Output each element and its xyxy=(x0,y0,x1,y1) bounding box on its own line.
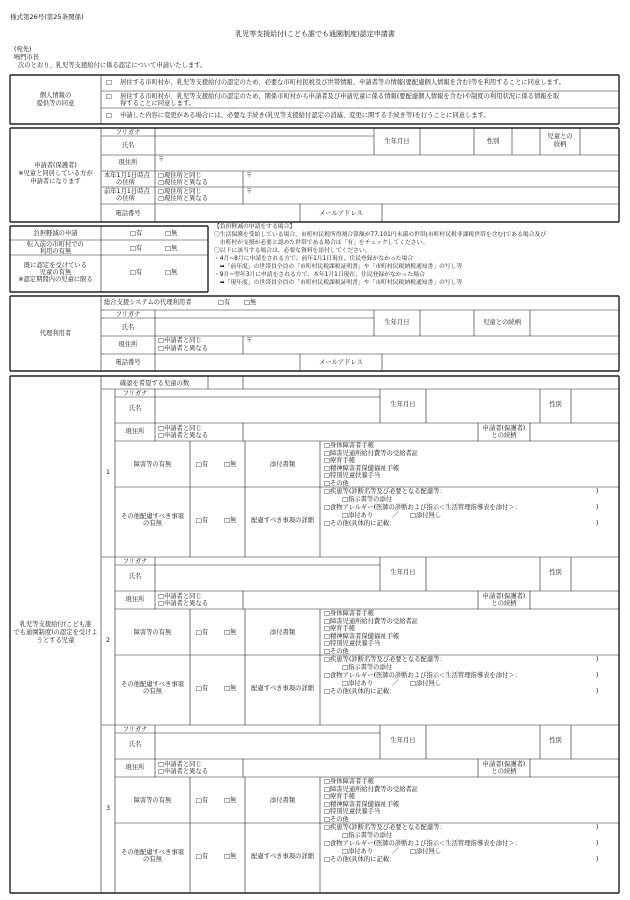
child-2-address-label: 現住所 xyxy=(125,596,145,603)
child-1-care-disease-close: ) xyxy=(596,488,599,495)
applicant-jan1-this-label-2: の住所 xyxy=(116,179,135,186)
child-2-disability-yes[interactable]: □有 xyxy=(196,629,209,636)
burden-note-line: 〇生活保護を受給している場合、市町村民税所得割合算額が77,101円未満の世帯(市町村民税非課税世帯を含む)である場合及び xyxy=(214,232,547,238)
child-2-care-label-2: の有無 xyxy=(143,688,162,695)
child-2-care-instruction[interactable]: □指示書等の添付 xyxy=(342,664,393,671)
applicant-phone-field[interactable] xyxy=(156,205,299,221)
child-1-docs-label: 添付書類 xyxy=(269,461,296,468)
applicant-address-label: 現住所 xyxy=(118,159,138,166)
child-2-birthdate-label: 生年月日 xyxy=(390,569,416,576)
child-2-doc-checkbox[interactable]: □特別児童扶養手当 xyxy=(324,640,381,648)
burden-row-2-yes[interactable]: □有 xyxy=(130,245,143,252)
applicant-email-label: メールアドレス xyxy=(319,210,363,217)
child-1-address-label: 現住所 xyxy=(125,428,145,435)
consent-checkbox-1[interactable]: □ xyxy=(106,79,112,86)
child-1-birthdate-field[interactable] xyxy=(427,390,539,423)
child-1-care-allergy[interactable]: □食物アレルギー(医師の診断および指示＜生活管理指導表を添付＞： xyxy=(324,504,521,511)
applicant-jan1-prev-diff-checkbox[interactable]: □現住所と異なる xyxy=(158,195,209,202)
child-2-doc-checkbox[interactable]: □療育手帳 xyxy=(324,625,356,633)
burden-row-1-label: 負担軽減の申請 xyxy=(33,230,78,237)
applicant-email-field[interactable] xyxy=(383,205,618,221)
child-3-care-not-attached[interactable]: □添付無し xyxy=(410,848,442,855)
child-3-doc-checkbox[interactable]: □特別児童扶養手当 xyxy=(324,808,381,816)
child-1-care-slash: ／ xyxy=(392,512,399,519)
child-1-care-instruction[interactable]: □指示書等の添付 xyxy=(342,496,393,503)
child-3-relation-field[interactable] xyxy=(531,760,618,777)
child-2-relation-label-1: 申請者(保護者) xyxy=(482,593,526,600)
child-3-care-instruction[interactable]: □指示書等の添付 xyxy=(342,832,393,839)
child-2-docs-label: 添付書類 xyxy=(269,629,296,636)
child-3-doc-checkbox[interactable]: □障害児通所給付費等の受給者証 xyxy=(324,785,419,793)
applicant-jan1-this-same-checkbox[interactable]: □現住所と同じ xyxy=(158,172,202,179)
child-2-gender-label: 性別 xyxy=(549,569,562,576)
child-1-doc-checkbox[interactable]: □その他 xyxy=(324,480,349,487)
applicant-jan1-this-label-1: 本年1月1日時点 xyxy=(104,172,150,179)
applicant-furigana-label: フリガナ xyxy=(115,129,141,136)
child-1-same-checkbox[interactable]: □申請者と同じ xyxy=(158,425,202,432)
child-3-same-checkbox[interactable]: □申請者と同じ xyxy=(158,761,202,768)
consent-text-3: 申請した内容に変更がある場合には、必要な手続き(乳児等支援給付認定の消滅、変更に関する手続き等)を行うことに同意します。 xyxy=(120,112,490,119)
child-2-care-detail-label: 配慮すべき事項の詳細 xyxy=(251,685,314,692)
agent-same-checkbox[interactable]: □申請者と同じ xyxy=(158,337,202,344)
burden-note-line: ・9月~翌年3月に申請をされる方で、本年1月1日現在、住民登録がなかった場合 xyxy=(214,272,425,278)
child-2-care-label-1: その他配慮すべき事項 xyxy=(121,681,184,688)
child-1-care-attached[interactable]: □添付あり xyxy=(342,512,374,519)
child-1-furigana-field[interactable] xyxy=(156,390,379,397)
child-1-gender-field[interactable] xyxy=(572,390,618,423)
agent-phone-field[interactable] xyxy=(156,355,299,370)
child-3-name-label: 氏名 xyxy=(128,741,142,748)
child-1-care-not-attached[interactable]: □添付無し xyxy=(410,512,442,519)
burden-row-3-label-1: 既に認定を受けている xyxy=(24,262,87,269)
consent-checkbox-3[interactable]: □ xyxy=(106,112,112,119)
child-1-doc-checkbox[interactable]: □療育手帳 xyxy=(324,457,356,465)
addressee-line-1: (宛先) xyxy=(14,46,32,53)
child-3-care-other-close: ) xyxy=(596,856,599,863)
child-1-doc-checkbox[interactable]: □身体障害者手帳 xyxy=(324,442,375,449)
agent-address-field[interactable] xyxy=(253,337,617,353)
applicant-furigana-field[interactable] xyxy=(156,129,373,136)
form-title: 乳児等支援給付(こども誰でも通園制度)認定申請書 xyxy=(235,30,395,38)
applicant-relation-label-2: 続柄 xyxy=(553,141,567,148)
child-1-gender-label: 性別 xyxy=(549,401,562,408)
child-2-disability-no[interactable]: □無 xyxy=(224,629,237,636)
burden-row-3-label-2: 児童の有無 xyxy=(39,269,72,276)
child-3-care-disease[interactable]: □疾患等(診断名等及び必要となる配慮等： xyxy=(324,824,446,831)
child-2-care-not-attached[interactable]: □添付無し xyxy=(410,680,442,687)
burden-row-2-label-1: 転入前の市町村での xyxy=(27,241,84,248)
child-1-relation-label-1: 申請者(保護者) xyxy=(482,425,526,432)
agent-birthdate-label: 生年月日 xyxy=(384,319,410,326)
child-2-name-field[interactable] xyxy=(156,566,379,591)
applicant-label-3: 申請者になります xyxy=(30,178,81,185)
applicant-jan1-prev-label-1: 前年1月1日時点 xyxy=(104,188,150,195)
burden-row-3-no[interactable]: □無 xyxy=(165,269,178,276)
child-1-relation-field[interactable] xyxy=(531,424,618,441)
child-2-furigana-label: フリガナ xyxy=(122,558,148,565)
child-3-care-disease-close: ) xyxy=(596,824,599,831)
child-1-disability-no[interactable]: □無 xyxy=(224,461,237,468)
applicant-jan1-this-postal: 〒 xyxy=(246,172,253,179)
child-3-address-label: 現住所 xyxy=(125,764,145,771)
applicant-postal-mark: 〒 xyxy=(158,156,165,163)
child-2-care-slash: ／ xyxy=(392,680,399,687)
child-3-gender-label: 性別 xyxy=(549,737,562,744)
consent-label-2: 提供等の同意 xyxy=(36,100,75,107)
child-2-care-allergy-close: ) xyxy=(596,672,599,679)
agent-furigana-label: フリガナ xyxy=(115,311,141,318)
child-2-care-attached[interactable]: □添付あり xyxy=(342,680,374,687)
child-3-gender-field[interactable] xyxy=(572,726,618,759)
child-3-care-yes[interactable]: □有 xyxy=(196,853,209,860)
child-2-address-field[interactable] xyxy=(244,592,477,609)
applicant-name-label: 氏名 xyxy=(121,142,135,149)
child-2-care-no[interactable]: □無 xyxy=(224,685,237,692)
child-3-disability-no[interactable]: □無 xyxy=(224,797,237,804)
burden-row-3-label-3: ※認定期間内の児童に限る xyxy=(18,276,93,283)
child-2-furigana-field[interactable] xyxy=(156,558,379,565)
child-2-care-yes[interactable]: □有 xyxy=(196,685,209,692)
agent-relation-label: 児童との続柄 xyxy=(483,319,521,326)
child-1-name-label: 氏名 xyxy=(128,405,142,412)
child-2-disability-label: 障害等の有無 xyxy=(133,629,172,636)
agent-address-label: 現住所 xyxy=(118,341,138,348)
agent-postal-mark: 〒 xyxy=(246,337,253,344)
child-1-disability-label: 障害等の有無 xyxy=(133,461,172,468)
child-1-care-label-2: の有無 xyxy=(143,520,162,527)
burden-row-2-label-2: 利用の有無 xyxy=(39,248,72,255)
child-2-care-disease-close: ) xyxy=(596,656,599,663)
consent-text-1: 居住する市町村が、乳児等支援給付の認定のため、必要な市町村民税及び世帯情報、申請者等の情報(要配慮個人情報を含む)等を利用することに同意します。 xyxy=(120,79,565,86)
child-2-number: 2 xyxy=(105,637,110,644)
agent-relation-field[interactable] xyxy=(531,311,618,335)
agent-label: 代理利用者 xyxy=(39,330,72,337)
child-3-birthdate-label: 生年月日 xyxy=(390,737,416,744)
burden-note-line: ➡「前年度」の世帯員全員の「市町村民税課税証明書」や「市町村民税納税通知書」の写し等 xyxy=(214,264,463,270)
child-1-care-yes[interactable]: □有 xyxy=(196,517,209,524)
applicant-name-field[interactable] xyxy=(156,137,373,154)
consent-checkbox-2[interactable]: □ xyxy=(106,93,112,100)
child-1-doc-checkbox[interactable]: □障害児通所給付費等の受給者証 xyxy=(324,449,419,457)
child-1-doc-checkbox[interactable]: □精神障害者保健福祉手帳 xyxy=(324,464,400,472)
child-2-gender-field[interactable] xyxy=(572,558,618,591)
burden-note-line: 〇以下に該当する場合は、必要な資料を添付してください。 xyxy=(214,248,371,254)
child-3-birthdate-field[interactable] xyxy=(427,726,539,759)
applicant-label-1: 申請者(保護者) xyxy=(34,162,77,169)
child-2-same-checkbox[interactable]: □申請者と同じ xyxy=(158,593,202,600)
child-2-doc-checkbox[interactable]: □障害児通所給付費等の受給者証 xyxy=(324,617,419,625)
child-3-care-other[interactable]: □その他(具体的に記載： xyxy=(324,856,396,863)
child-1-diff-checkbox[interactable]: □申請者と異なる xyxy=(158,432,209,439)
child-3-address-field[interactable] xyxy=(244,760,477,777)
child-3-care-allergy-close: ) xyxy=(596,840,599,847)
child-1-care-other-close: ) xyxy=(596,520,599,527)
child-3-relation-label-1: 申請者(保護者) xyxy=(482,761,526,768)
child-1-address-field[interactable] xyxy=(244,424,477,441)
child-3-doc-checkbox[interactable]: □精神障害者保健福祉手帳 xyxy=(324,800,400,808)
form-code: 様式第26号(第25条関係) xyxy=(10,13,84,21)
applicant-gender-field[interactable] xyxy=(513,129,539,154)
consent-text-2b: 得することに同意します。 xyxy=(120,100,196,107)
child-3-relation-label-2: との続柄 xyxy=(491,768,517,775)
burden-note-line: 【負担軽減の申請をする場合】 xyxy=(214,224,296,230)
child-3-furigana-field[interactable] xyxy=(156,726,379,733)
agent-furigana-field[interactable] xyxy=(156,311,373,318)
burden-note-line: 市町村が支援が必要と認めた世帯である場合は「有」をチェックしてください。 xyxy=(214,240,429,246)
children-count-field[interactable] xyxy=(209,377,242,388)
child-2-doc-checkbox[interactable]: □精神障害者保健福祉手帳 xyxy=(324,632,400,640)
agent-name-field[interactable] xyxy=(156,319,373,335)
addressee-line-2: 鳴門市長 xyxy=(14,54,40,61)
children-label-2: でも通園制度)の認定を受けよ xyxy=(13,629,98,636)
agent-system-no[interactable]: □無 xyxy=(244,299,257,306)
child-1-furigana-label: フリガナ xyxy=(122,390,148,397)
child-1-care-no[interactable]: □無 xyxy=(224,517,237,524)
child-2-name-label: 氏名 xyxy=(128,573,142,580)
applicant-phone-label: 電話番号 xyxy=(115,210,141,217)
child-3-docs-label: 添付書類 xyxy=(269,797,296,804)
child-1-care-detail-label: 配慮すべき事項の詳細 xyxy=(251,517,314,524)
agent-system-label: 総合支援システムの代理利用者 xyxy=(104,299,192,306)
child-3-care-allergy[interactable]: □食物アレルギー(医師の診断および指示＜生活管理指導表を添付＞： xyxy=(324,840,521,847)
burden-row-2-no[interactable]: □無 xyxy=(165,245,178,252)
child-2-relation-field[interactable] xyxy=(531,592,618,609)
child-3-care-label-1: その他配慮すべき事項 xyxy=(121,849,184,856)
child-2-care-other-close: ) xyxy=(596,688,599,695)
agent-phone-label: 電話番号 xyxy=(115,359,141,366)
applicant-jan1-prev-label-2: の住所 xyxy=(116,195,135,202)
child-3-furigana-label: フリガナ xyxy=(122,726,148,733)
children-label-1: 乳児等支援給付(こども誰 xyxy=(19,621,92,628)
applicant-address-field[interactable] xyxy=(165,156,617,170)
child-3-care-label-2: の有無 xyxy=(143,856,162,863)
applicant-gender-label: 性別 xyxy=(486,138,500,145)
child-1-care-disease[interactable]: □疾患等(診断名等及び必要となる配慮等： xyxy=(324,488,446,495)
applicant-birthdate-field[interactable] xyxy=(421,129,473,154)
child-2-diff-checkbox[interactable]: □申請者と異なる xyxy=(158,600,209,607)
applicant-jan1-this-diff-checkbox[interactable]: □現住所と異なる xyxy=(158,179,209,186)
burden-note-line: ➡「現年度」の世帯員全員の「市町村民税課税証明書」や「市町村民税納税通知書」の写し等 xyxy=(214,280,463,286)
children-label-3: うとする児童 xyxy=(36,637,75,644)
child-3-doc-checkbox[interactable]: □身体障害者手帳 xyxy=(324,778,375,785)
applicant-relation-field[interactable] xyxy=(581,129,618,154)
child-2-doc-checkbox[interactable]: □その他 xyxy=(324,648,349,655)
child-1-birthdate-label: 生年月日 xyxy=(390,401,416,408)
consent-text-2a: 居住する市町村が、乳児等支援給付の認定のため、関係市町村から申請者及び申請児童に係る情報(要配慮個人情報を含む)や制度の利用状況に係る情報を取 xyxy=(120,93,560,100)
child-3-care-attached[interactable]: □添付あり xyxy=(342,848,374,855)
burden-row-1-no[interactable]: □無 xyxy=(165,230,178,237)
burden-row-1-yes[interactable]: □有 xyxy=(130,230,143,237)
child-3-diff-checkbox[interactable]: □申請者と異なる xyxy=(158,768,209,775)
child-3-doc-checkbox[interactable]: □その他 xyxy=(324,816,349,823)
child-1-care-other[interactable]: □その他(具体的に記載： xyxy=(324,520,396,527)
child-3-number: 3 xyxy=(105,805,110,812)
child-1-relation-label-2: との続柄 xyxy=(491,432,517,439)
child-2-birthdate-field[interactable] xyxy=(427,558,539,591)
burden-row-3-yes[interactable]: □有 xyxy=(130,269,143,276)
child-3-disability-yes[interactable]: □有 xyxy=(196,797,209,804)
child-2-doc-checkbox[interactable]: □身体障害者手帳 xyxy=(324,610,375,617)
child-3-disability-label: 障害等の有無 xyxy=(133,797,172,804)
child-1-care-label-1: その他配慮すべき事項 xyxy=(121,513,184,520)
agent-email-field[interactable] xyxy=(383,355,618,370)
applicant-jan1-prev-same-checkbox[interactable]: □現住所と同じ xyxy=(158,188,202,195)
applicant-jan1-prev-postal: 〒 xyxy=(246,188,253,195)
applicant-relation-label-1: 児童との xyxy=(547,133,573,140)
child-1-doc-checkbox[interactable]: □特別児童扶養手当 xyxy=(324,472,381,480)
agent-diff-checkbox[interactable]: □申請者と異なる xyxy=(158,345,209,352)
child-1-care-allergy-close: ) xyxy=(596,504,599,511)
applicant-birthdate-label: 生年月日 xyxy=(384,138,410,145)
child-2-relation-label-2: との続柄 xyxy=(491,600,517,607)
child-3-name-field[interactable] xyxy=(156,734,379,759)
child-1-name-field[interactable] xyxy=(156,398,379,423)
intro-text: 次のとおり、乳児等支援給付に係る認定について申請いたします。 xyxy=(18,62,207,69)
agent-name-label: 氏名 xyxy=(121,324,135,331)
child-2-care-disease[interactable]: □疾患等(診断名等及び必要となる配慮等： xyxy=(324,656,446,663)
agent-email-label: メールアドレス xyxy=(319,359,363,366)
child-3-care-slash: ／ xyxy=(392,848,399,855)
consent-label-1: 個人情報の xyxy=(39,92,72,99)
child-1-number: 1 xyxy=(105,469,110,476)
child-2-care-other[interactable]: □その他(具体的に記載： xyxy=(324,688,396,695)
agent-system-yes[interactable]: □有 xyxy=(218,299,231,306)
child-3-care-detail-label: 配慮すべき事項の詳細 xyxy=(251,853,314,860)
child-3-doc-checkbox[interactable]: □療育手帳 xyxy=(324,793,356,801)
child-3-care-no[interactable]: □無 xyxy=(224,853,237,860)
children-count-label: 確認を希望する児童の数 xyxy=(119,380,190,387)
child-1-disability-yes[interactable]: □有 xyxy=(196,461,209,468)
agent-birthdate-field[interactable] xyxy=(421,311,473,335)
burden-note-line: ・4月~8月に申請をされる方で、前年1月1日現在、住民登録がなかった場合 xyxy=(214,256,414,262)
child-2-care-allergy[interactable]: □食物アレルギー(医師の診断および指示＜生活管理指導表を添付＞： xyxy=(324,672,521,679)
applicant-label-2: ※児童と同居している方が xyxy=(18,170,93,177)
